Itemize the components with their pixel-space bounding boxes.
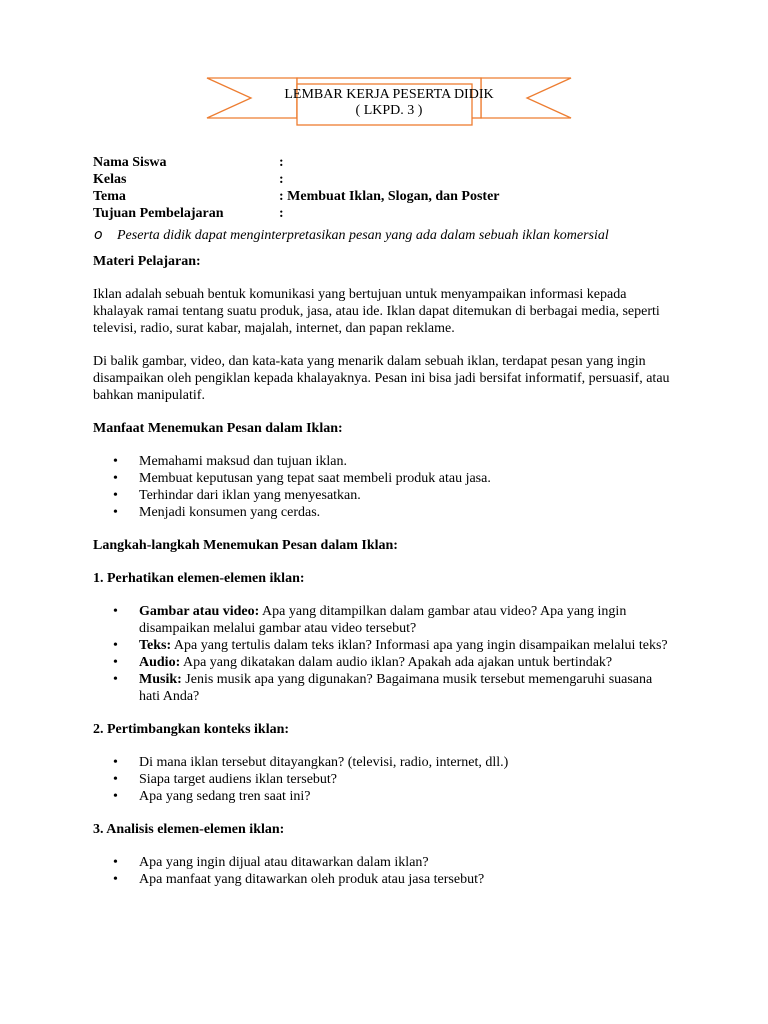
bullet-icon: • <box>113 638 118 653</box>
info-label: Tujuan Pembelajaran <box>93 206 224 221</box>
manfaat-list <box>93 453 675 521</box>
step3-list <box>93 854 675 888</box>
list-item: • Membuat keputusan yang tepat saat membeli produk atau jasa. <box>113 471 491 486</box>
materi-heading: Materi Pelajaran: <box>93 254 201 269</box>
info-row-theme <box>93 188 500 205</box>
bullet-icon: • <box>113 471 118 486</box>
goal-item <box>94 227 675 244</box>
list-item: • Terhindar dari iklan yang menyesatkan. <box>113 488 361 503</box>
list-item: • Di mana iklan tersebut ditayangkan? (televisi, radio, internet, dll.) <box>113 755 509 770</box>
info-row-goal <box>93 205 500 222</box>
manfaat-heading: Manfaat Menemukan Pesan dalam Iklan: <box>93 421 343 436</box>
goal-text: Peserta didik dapat menginterpretasikan pesan yang ada dalam sebuah iklan komersial <box>117 228 609 243</box>
materi-paragraph-1: Iklan adalah sebuah bentuk komunikasi yang bertujuan untuk menyampaikan informasi kepada khalayak ramai tentang suatu produk, jasa, atau ide. Iklan dapat ditemukan di berbagai media, seperti televisi, radio, surat kabar, majalah, internet, dan papan reklame. <box>93 287 660 336</box>
list-item: • Teks: Apa yang tertulis dalam teks iklan? Informasi apa yang ingin disampaikan melalui teks? <box>113 638 668 653</box>
bullet-icon: • <box>113 505 118 520</box>
info-value: : <box>279 155 284 170</box>
list-item: • Apa manfaat yang ditawarkan oleh produk atau jasa tersebut? <box>113 872 485 887</box>
step3-heading: 3. Analisis elemen-elemen iklan: <box>93 822 285 837</box>
hollow-circle-bullet-icon: o <box>94 227 103 243</box>
info-value: : <box>279 172 284 187</box>
worksheet-code: ( LKPD. 3 ) <box>355 103 423 118</box>
student-info-table <box>93 154 500 222</box>
step1-heading: 1. Perhatikan elemen-elemen iklan: <box>93 571 305 586</box>
list-item: • Menjadi konsumen yang cerdas. <box>113 505 321 520</box>
document-body <box>93 154 675 888</box>
bullet-icon: • <box>113 772 118 787</box>
step2-list <box>93 754 675 805</box>
list-item: • Siapa target audiens iklan tersebut? <box>113 772 338 787</box>
info-label: Kelas <box>93 172 127 187</box>
list-item: • Memahami maksud dan tujuan iklan. <box>113 454 348 469</box>
materi-paragraph-2: Di balik gambar, video, dan kata-kata yang menarik dalam sebuah iklan, terdapat pesan yang ingin disampaikan oleh pengiklan kepada khalayaknya. Pesan ini bisa jadi bersifat informatif, persuasif, atau bahkan manipulatif. <box>93 354 670 403</box>
info-row-class <box>93 171 500 188</box>
title-banner <box>205 70 573 130</box>
info-label: Tema <box>93 189 126 204</box>
bullet-icon: • <box>113 855 118 870</box>
info-value: : Membuat Iklan, Slogan, dan Poster <box>279 189 500 204</box>
bullet-icon: • <box>113 454 118 469</box>
bullet-icon: • <box>113 672 118 687</box>
bullet-icon: • <box>113 872 118 887</box>
goal-list <box>93 227 675 244</box>
list-item: • Audio: Apa yang dikatakan dalam audio iklan? Apakah ada ajakan untuk bertindak? <box>113 655 613 670</box>
worksheet-title: LEMBAR KERJA PESERTA DIDIK <box>284 87 494 102</box>
info-value: : <box>279 206 284 221</box>
step1-list <box>93 603 675 705</box>
list-item: • Gambar atau video: Apa yang ditampilkan dalam gambar atau video? Apa yang ingin disampaikan melalui gambar atau video tersebut? <box>113 604 627 636</box>
bullet-icon: • <box>113 655 118 670</box>
list-item: • Apa yang sedang tren saat ini? <box>113 789 311 804</box>
bullet-icon: • <box>113 488 118 503</box>
bullet-icon: • <box>113 755 118 770</box>
langkah-heading: Langkah-langkah Menemukan Pesan dalam Iklan: <box>93 538 398 553</box>
bullet-icon: • <box>113 789 118 804</box>
info-label: Nama Siswa <box>93 155 167 170</box>
bullet-icon: • <box>113 604 118 619</box>
list-item: • Apa yang ingin dijual atau ditawarkan dalam iklan? <box>113 855 429 870</box>
step2-heading: 2. Pertimbangkan konteks iklan: <box>93 722 290 737</box>
info-row-name <box>93 154 500 171</box>
list-item: • Musik: Jenis musik apa yang digunakan? Bagaimana musik tersebut memengaruhi suasana hati Anda? <box>113 672 653 704</box>
